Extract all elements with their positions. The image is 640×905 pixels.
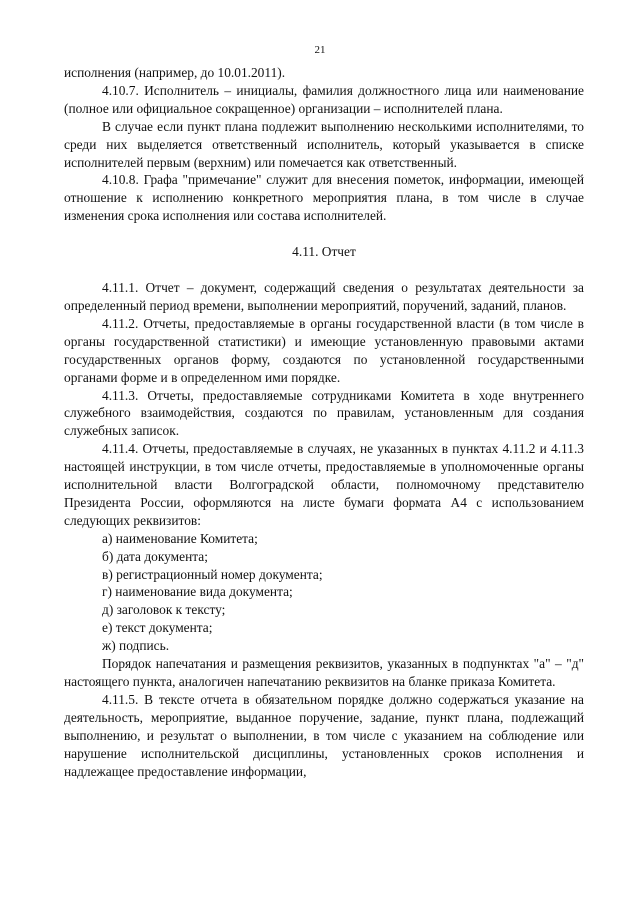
paragraph-multiple-executors: В случае если пункт плана подлежит выполнению несколькими исполнителями, то среди них выделяется ответственный исполнитель, который указывается в списке исполнителей первым (верхним) или помечается как ответственный. (64, 118, 584, 170)
paragraph-4-11-2: 4.11.2. Отчеты, предоставляемые в органы государственной власти (в том числе в органы государственной статистики) и имеющие установленную правовыми актами государственных органов форму, создаются по установленной государственными органами форме и в определенном ими порядке. (64, 315, 584, 385)
list-item: д) заголовок к тексту; (102, 602, 226, 618)
list-item: б) дата документа; (102, 548, 208, 564)
list-item: а) наименование Комитета; (102, 530, 258, 546)
document-body (64, 64, 584, 780)
list-item: ж) подпись. (102, 638, 170, 654)
paragraph-4-11-5: 4.11.5. В тексте отчета в обязательном порядке должно содержаться указание на деятельность, мероприятие, выданное поручение, задание, пункт плана, подлежащий выполнению, и результат о выполнении, в том числе с указанием на соблюдение или нарушение исполнительской дисциплины, установленных сроков исполнения и надлежащее предоставление информации, (64, 691, 584, 779)
requisites-list (64, 530, 584, 655)
paragraph-4-10-7: 4.10.7. Исполнитель – инициалы, фамилия должностного лица или наименование (полное или официальное сокращенное) организации – исполнителей плана. (64, 82, 584, 116)
list-item: е) текст документа; (102, 620, 213, 636)
paragraph-continuation: исполнения (например, до 10.01.2011). (64, 65, 286, 80)
list-item: в) регистрационный номер документа; (102, 566, 323, 582)
paragraph-4-11-4: 4.11.4. Отчеты, предоставляемые в случаях, не указанных в пунктах 4.11.2 и 4.11.3 настоящей инструкции, в том числе отчеты, предоставляемые в уполномоченные органы исполнительной власти Волгоградской области, полномочному представителю Президента России, оформляются на листе бумаги формата А4 с использованием следующих реквизитов: (64, 441, 584, 528)
page-number: 21 (314, 44, 326, 56)
list-item: г) наименование вида документа; (102, 584, 293, 600)
paragraph-4-11-3: 4.11.3. Отчеты, предоставляемые сотрудниками Комитета в ходе внутреннего служебного взаимодействия, создаются по правилам, установленным для создания служебных записок. (64, 387, 584, 439)
paragraph-order-of-requisites: Порядок напечатания и размещения реквизитов, указанных в подпунктах "а" – "д" настоящего пункта, аналогичен напечатанию реквизитов на бланке приказа Комитета. (64, 656, 584, 689)
paragraph-4-10-8: 4.10.8. Графа "примечание" служит для внесения пометок, информации, имеющей отношение к исполнению конкретного мероприятия плана, в том числе в случае изменения срока исполнения или состава исполнителей. (64, 172, 584, 224)
paragraph-4-11-1: 4.11.1. Отчет – документ, содержащий сведения о результатах деятельности за определенный период времени, выполнении мероприятий, поручений, заданий, планов. (64, 280, 584, 313)
section-heading: 4.11. Отчет (292, 244, 356, 260)
